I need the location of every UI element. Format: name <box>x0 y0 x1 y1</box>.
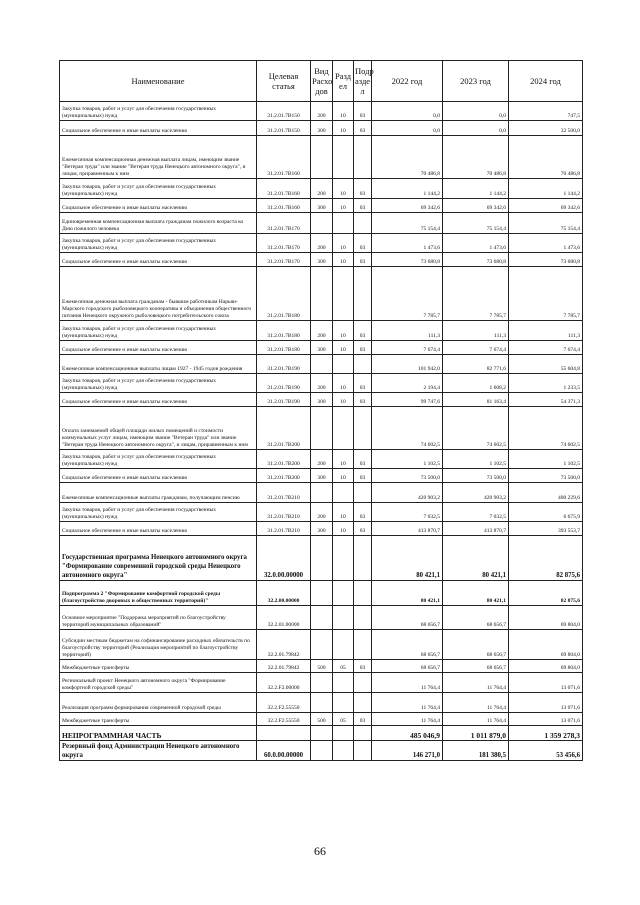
table-row <box>60 179 583 199</box>
row-section <box>333 630 354 660</box>
row-type: 500 <box>311 713 333 726</box>
table-row <box>60 267 583 321</box>
row-value-2024: 111,3 <box>509 321 583 341</box>
row-value-2022: 73 500,0 <box>372 469 443 483</box>
row-value-2022: 413 870,7 <box>372 522 443 536</box>
row-value-2022: 11 764,4 <box>372 673 443 693</box>
row-subsection <box>354 407 372 450</box>
row-subsection: 03 <box>354 374 372 393</box>
row-value-2023: 11 764,4 <box>443 693 509 713</box>
table-row <box>60 199 583 213</box>
row-section <box>333 726 354 741</box>
row-value-2022: 11 764,4 <box>372 713 443 726</box>
row-article: 31.2.01.7В170 <box>257 213 311 234</box>
row-value-2024: 1 102,5 <box>509 450 583 469</box>
table-body <box>60 102 583 761</box>
row-value-2022: 485 046,9 <box>372 726 443 741</box>
table-row <box>60 355 583 374</box>
row-value-2022: 146 271,0 <box>372 741 443 761</box>
row-subsection: 03 <box>354 199 372 213</box>
row-subsection: 03 <box>354 503 372 522</box>
row-value-2024: 55 604,8 <box>509 355 583 374</box>
row-article: 31.2.01.7В180 <box>257 267 311 321</box>
row-name: Региональный проект Ненецкого автономного округа "Формирование комфортной городской среды" <box>60 673 257 693</box>
row-name: Ежемесячные компенсационные выплаты гражданам, получающим пенсию <box>60 483 257 503</box>
table-row <box>60 136 583 179</box>
row-value-2022: 80 421,1 <box>372 536 443 581</box>
row-type <box>311 630 333 660</box>
row-value-2022: 7 674,4 <box>372 341 443 355</box>
row-section: 10 <box>333 234 354 253</box>
row-name: Межбюджетные трансферты <box>60 660 257 673</box>
row-name: Оплата занимаемой общей площади жилых помещений и стоимости коммунальных услуг лицам, имеющим звание "Ветеран труда" или звание "Ветеран труда Ненецкого автономного округа", и лицам, приравненным к ним <box>60 407 257 450</box>
row-value-2024: 69 804,0 <box>509 630 583 660</box>
row-subsection <box>354 630 372 660</box>
row-subsection <box>354 136 372 179</box>
row-section <box>333 136 354 179</box>
table-row <box>60 121 583 136</box>
row-article: 32.0.00.00000 <box>257 536 311 581</box>
table-row <box>60 673 583 693</box>
table-row <box>60 503 583 522</box>
row-type: 300 <box>311 393 333 407</box>
row-type: 200 <box>311 450 333 469</box>
row-name: Социальное обеспечение и иные выплаты населению <box>60 253 257 267</box>
row-subsection <box>354 673 372 693</box>
row-value-2024: 1 233,5 <box>509 374 583 393</box>
row-name: Субсидии местным бюджетам на софинансирование расходных обязательств по благоустройству территорий (Реализация мероприятий по благоустройству территорий) <box>60 630 257 660</box>
col-header-2024: 2024 год <box>509 61 583 102</box>
row-section: 10 <box>333 179 354 199</box>
row-section: 10 <box>333 321 354 341</box>
row-type: 300 <box>311 469 333 483</box>
row-name: Социальное обеспечение и иные выплаты населению <box>60 199 257 213</box>
row-section <box>333 407 354 450</box>
row-article: 32.2.F2.55550 <box>257 713 311 726</box>
row-subsection <box>354 213 372 234</box>
table-row <box>60 341 583 355</box>
row-subsection: 03 <box>354 121 372 136</box>
row-value-2022: 74 602,5 <box>372 407 443 450</box>
row-article <box>257 726 311 741</box>
row-value-2024: 747,5 <box>509 102 583 121</box>
col-header-type: Вид Расхо дов <box>311 61 333 102</box>
row-value-2023: 73 680,8 <box>443 253 509 267</box>
row-article: 31.2.01.7В200 <box>257 450 311 469</box>
row-type: 200 <box>311 374 333 393</box>
row-value-2024: 75 154,4 <box>509 213 583 234</box>
row-article: 31.2.01.7В190 <box>257 355 311 374</box>
row-value-2024: 54 371,3 <box>509 393 583 407</box>
row-value-2023: 68 656,7 <box>443 630 509 660</box>
row-value-2022: 68 656,7 <box>372 630 443 660</box>
page-number: 66 <box>314 844 326 858</box>
table-row <box>60 713 583 726</box>
row-name: Ежемесячная денежная выплата гражданам - бывшим работникам Нарьян-Марского городского рыболовецкого кооператива и объединения общественного питания Ненецкого окружного рыболовецкого потребительского союза <box>60 267 257 321</box>
row-section: 05 <box>333 660 354 673</box>
table-row <box>60 213 583 234</box>
row-type <box>311 673 333 693</box>
col-header-2023: 2023 год <box>443 61 509 102</box>
row-name: Ежемесячная компенсационная денежная выплата лицам, имеющим звание "Ветеран труда" или звание "Ветеран труда Ненецкого автономного округа", и лицам, приравненным к ним <box>60 136 257 179</box>
row-name: Социальное обеспечение и иные выплаты населению <box>60 522 257 536</box>
row-value-2023: 1 144,2 <box>443 179 509 199</box>
row-type: 300 <box>311 121 333 136</box>
row-article: 60.0.00.00000 <box>257 741 311 761</box>
row-value-2023: 1 608,2 <box>443 374 509 393</box>
table-row <box>60 630 583 660</box>
row-subsection: 03 <box>354 234 372 253</box>
row-type: 200 <box>311 503 333 522</box>
row-value-2023: 82 771,6 <box>443 355 509 374</box>
row-value-2023: 69 342,6 <box>443 199 509 213</box>
row-type <box>311 136 333 179</box>
row-type: 200 <box>311 321 333 341</box>
table-row <box>60 606 583 630</box>
row-subsection <box>354 726 372 741</box>
table-row <box>60 536 583 581</box>
row-subsection <box>354 693 372 713</box>
row-name: Социальное обеспечение и иные выплаты населению <box>60 341 257 355</box>
row-type: 300 <box>311 341 333 355</box>
row-value-2022: 420 903,2 <box>372 483 443 503</box>
row-value-2024: 7 785,7 <box>509 267 583 321</box>
row-value-2022: 2 194,4 <box>372 374 443 393</box>
table-row <box>60 522 583 536</box>
row-value-2022: 1 473,6 <box>372 234 443 253</box>
row-value-2024: 69 804,0 <box>509 660 583 673</box>
row-section <box>333 213 354 234</box>
row-value-2023: 413 870,7 <box>443 522 509 536</box>
row-value-2023: 68 656,7 <box>443 606 509 630</box>
row-type: 300 <box>311 253 333 267</box>
table-row <box>60 234 583 253</box>
row-value-2024: 73 680,8 <box>509 253 583 267</box>
row-value-2024: 7 674,4 <box>509 341 583 355</box>
row-value-2024: 400 229,6 <box>509 483 583 503</box>
row-subsection <box>354 581 372 606</box>
row-article: 31.2.01.7В150 <box>257 102 311 121</box>
row-value-2022: 7 785,7 <box>372 267 443 321</box>
row-value-2024: 13 071,6 <box>509 693 583 713</box>
row-type <box>311 606 333 630</box>
row-article: 31.2.01.7В150 <box>257 121 311 136</box>
budget-table-sheet <box>59 60 582 761</box>
row-value-2024: 69 342,6 <box>509 199 583 213</box>
table-row <box>60 407 583 450</box>
row-article: 31.2.01.7В200 <box>257 407 311 450</box>
row-value-2023: 80 421,1 <box>443 581 509 606</box>
col-header-2022: 2022 год <box>372 61 443 102</box>
row-subsection: 03 <box>354 102 372 121</box>
row-subsection: 03 <box>354 341 372 355</box>
row-type <box>311 741 333 761</box>
row-value-2023: 111,3 <box>443 321 509 341</box>
row-type: 500 <box>311 660 333 673</box>
row-name: Социальное обеспечение и иные выплаты населению <box>60 121 257 136</box>
row-value-2022: 111,3 <box>372 321 443 341</box>
row-name: Закупка товаров, работ и услуг для обеспечения государственных (муниципальных) нужд <box>60 321 257 341</box>
row-name: Резервный фонд Администрации Ненецкого автономного округа <box>60 741 257 761</box>
row-name: Закупка товаров, работ и услуг для обеспечения государственных (муниципальных) нужд <box>60 450 257 469</box>
row-value-2023: 73 500,0 <box>443 469 509 483</box>
row-value-2023: 0,0 <box>443 102 509 121</box>
row-article: 31.2.01.7В190 <box>257 374 311 393</box>
row-value-2024: 1 473,6 <box>509 234 583 253</box>
row-article: 32.2.01.00000 <box>257 606 311 630</box>
row-value-2022: 80 421,1 <box>372 581 443 606</box>
row-value-2023: 11 764,4 <box>443 673 509 693</box>
row-article: 31.2.01.7В210 <box>257 503 311 522</box>
row-value-2024: 69 804,0 <box>509 606 583 630</box>
row-subsection: 03 <box>354 393 372 407</box>
row-article: 31.2.01.7В210 <box>257 483 311 503</box>
row-section: 10 <box>333 393 354 407</box>
row-article: 32.2.01.79842 <box>257 660 311 673</box>
table-row <box>60 660 583 673</box>
row-value-2023: 420 903,2 <box>443 483 509 503</box>
row-name: Межбюджетные трансферты <box>60 713 257 726</box>
row-value-2023: 68 656,7 <box>443 660 509 673</box>
row-value-2022: 68 656,7 <box>372 606 443 630</box>
row-value-2024: 6 675,9 <box>509 503 583 522</box>
row-article: 31.2.01.7В190 <box>257 393 311 407</box>
row-subsection: 03 <box>354 469 372 483</box>
row-value-2023: 75 154,4 <box>443 213 509 234</box>
row-section: 10 <box>333 503 354 522</box>
row-subsection: 03 <box>354 522 372 536</box>
row-article: 31.2.01.7В170 <box>257 234 311 253</box>
col-header-name: Наименование <box>60 61 257 102</box>
table-row <box>60 321 583 341</box>
row-value-2022: 69 342,6 <box>372 199 443 213</box>
row-article: 31.2.01.7В180 <box>257 321 311 341</box>
row-value-2022: 68 656,7 <box>372 660 443 673</box>
row-name: Подпрограмма 2 "Формирование комфортной городской среды (благоустройство дворовых и общественных территорий)" <box>60 581 257 606</box>
row-value-2022: 1 102,5 <box>372 450 443 469</box>
row-type <box>311 483 333 503</box>
row-value-2022: 70 486,8 <box>372 136 443 179</box>
row-name: Социальное обеспечение и иные выплаты населению <box>60 393 257 407</box>
row-value-2023: 1 011 879,0 <box>443 726 509 741</box>
row-name: Закупка товаров, работ и услуг для обеспечения государственных (муниципальных) нужд <box>60 503 257 522</box>
row-subsection: 03 <box>354 253 372 267</box>
row-name: Ежемесячные компенсационные выплаты лицам 1927 - 1945 годов рождения <box>60 355 257 374</box>
row-value-2024: 13 071,6 <box>509 673 583 693</box>
row-subsection: 03 <box>354 450 372 469</box>
row-type: 200 <box>311 179 333 199</box>
row-value-2024: 82 875,6 <box>509 536 583 581</box>
row-type <box>311 581 333 606</box>
row-value-2024: 13 071,6 <box>509 713 583 726</box>
table-row <box>60 450 583 469</box>
row-section: 10 <box>333 374 354 393</box>
row-name: Государственная программа Ненецкого автономного округа "Формирование современной городской среды Ненецкого автономного округа" <box>60 536 257 581</box>
row-name: Закупка товаров, работ и услуг для обеспечения государственных (муниципальных) нужд <box>60 374 257 393</box>
row-article: 31.2.01.7В160 <box>257 136 311 179</box>
row-name: Закупка товаров, работ и услуг для обеспечения государственных (муниципальных) нужд <box>60 234 257 253</box>
row-section: 10 <box>333 450 354 469</box>
row-article: 31.2.01.7В170 <box>257 253 311 267</box>
row-subsection: 03 <box>354 321 372 341</box>
row-value-2022: 101 942,0 <box>372 355 443 374</box>
table-row <box>60 374 583 393</box>
row-article: 32.2.F2.00000 <box>257 673 311 693</box>
row-section <box>333 741 354 761</box>
row-subsection: 03 <box>354 660 372 673</box>
row-subsection <box>354 355 372 374</box>
row-value-2023: 1 473,6 <box>443 234 509 253</box>
row-type <box>311 213 333 234</box>
row-type <box>311 407 333 450</box>
row-subsection <box>354 606 372 630</box>
table-row <box>60 581 583 606</box>
row-section <box>333 581 354 606</box>
row-value-2024: 393 553,7 <box>509 522 583 536</box>
row-type: 200 <box>311 234 333 253</box>
row-name: Социальное обеспечение и иные выплаты населению <box>60 469 257 483</box>
row-value-2022: 0,0 <box>372 121 443 136</box>
row-value-2023: 81 163,4 <box>443 393 509 407</box>
row-value-2022: 0,0 <box>372 102 443 121</box>
row-type <box>311 267 333 321</box>
row-article: 32.2.F2.55550 <box>257 693 311 713</box>
row-value-2023: 7 785,7 <box>443 267 509 321</box>
row-value-2023: 7 032,5 <box>443 503 509 522</box>
row-value-2023: 70 486,8 <box>443 136 509 179</box>
row-value-2023: 181 380,5 <box>443 741 509 761</box>
row-value-2023: 74 602,5 <box>443 407 509 450</box>
table-row <box>60 726 583 741</box>
row-section: 10 <box>333 102 354 121</box>
row-subsection <box>354 483 372 503</box>
row-section: 10 <box>333 469 354 483</box>
row-type: 300 <box>311 199 333 213</box>
row-value-2024: 70 486,8 <box>509 136 583 179</box>
row-section: 10 <box>333 253 354 267</box>
row-article: 32.2.01.79842 <box>257 630 311 660</box>
row-name: Закупка товаров, работ и услуг для обеспечения государственных (муниципальных) нужд <box>60 179 257 199</box>
row-section: 10 <box>333 522 354 536</box>
row-value-2022: 1 144,2 <box>372 179 443 199</box>
table-header-row <box>60 61 583 102</box>
row-value-2022: 75 154,4 <box>372 213 443 234</box>
row-value-2023: 1 102,5 <box>443 450 509 469</box>
row-value-2022: 99 747,6 <box>372 393 443 407</box>
row-section: 10 <box>333 199 354 213</box>
row-value-2023: 0,0 <box>443 121 509 136</box>
table-row <box>60 393 583 407</box>
row-name: Единовременная компенсационная выплата гражданам пожилого возраста ко Дню пожилого человека <box>60 213 257 234</box>
row-value-2023: 80 421,1 <box>443 536 509 581</box>
row-section <box>333 606 354 630</box>
row-type <box>311 693 333 713</box>
row-article: 31.2.01.7В210 <box>257 522 311 536</box>
row-subsection <box>354 536 372 581</box>
row-subsection <box>354 267 372 321</box>
row-type <box>311 355 333 374</box>
row-article: 31.2.01.7В200 <box>257 469 311 483</box>
row-value-2022: 7 032,5 <box>372 503 443 522</box>
row-name: Закупка товаров, работ и услуг для обеспечения государственных (муниципальных) нужд <box>60 102 257 121</box>
row-type <box>311 536 333 581</box>
row-article: 32.2.00.00000 <box>257 581 311 606</box>
row-value-2023: 7 674,4 <box>443 341 509 355</box>
row-type <box>311 726 333 741</box>
row-value-2024: 53 456,6 <box>509 741 583 761</box>
row-value-2024: 82 875,6 <box>509 581 583 606</box>
row-section: 10 <box>333 341 354 355</box>
row-value-2023: 11 764,4 <box>443 713 509 726</box>
row-section <box>333 536 354 581</box>
row-name: НЕПРОГРАММНАЯ ЧАСТЬ <box>60 726 257 741</box>
row-section: 05 <box>333 713 354 726</box>
row-value-2024: 73 500,0 <box>509 469 583 483</box>
col-header-subsection: Подр азде л <box>354 61 372 102</box>
row-subsection: 03 <box>354 713 372 726</box>
col-header-article: Целевая статья <box>257 61 311 102</box>
row-article: 31.2.01.7В160 <box>257 179 311 199</box>
table-row <box>60 253 583 267</box>
row-type: 200 <box>311 102 333 121</box>
row-section <box>333 267 354 321</box>
row-subsection <box>354 741 372 761</box>
row-value-2022: 73 680,8 <box>372 253 443 267</box>
row-section <box>333 673 354 693</box>
table-row <box>60 741 583 761</box>
row-section <box>333 355 354 374</box>
row-value-2024: 1 144,2 <box>509 179 583 199</box>
budget-table <box>59 60 583 761</box>
row-article: 31.2.01.7В180 <box>257 341 311 355</box>
row-value-2024: 74 602,5 <box>509 407 583 450</box>
row-section <box>333 693 354 713</box>
row-name: Основное мероприятие "Поддержка мероприятий по благоустройству территорий муниципальных образований" <box>60 606 257 630</box>
col-header-section: Разд ел <box>333 61 354 102</box>
row-value-2022: 11 764,4 <box>372 693 443 713</box>
table-row <box>60 483 583 503</box>
row-subsection: 03 <box>354 179 372 199</box>
table-row <box>60 469 583 483</box>
row-article: 31.2.01.7В160 <box>257 199 311 213</box>
row-section: 10 <box>333 121 354 136</box>
row-value-2024: 32 500,0 <box>509 121 583 136</box>
table-row <box>60 102 583 121</box>
row-section <box>333 483 354 503</box>
table-row <box>60 693 583 713</box>
row-value-2024: 1 359 278,3 <box>509 726 583 741</box>
row-type: 300 <box>311 522 333 536</box>
row-name: Реализация программ формирования современной городской среды <box>60 693 257 713</box>
